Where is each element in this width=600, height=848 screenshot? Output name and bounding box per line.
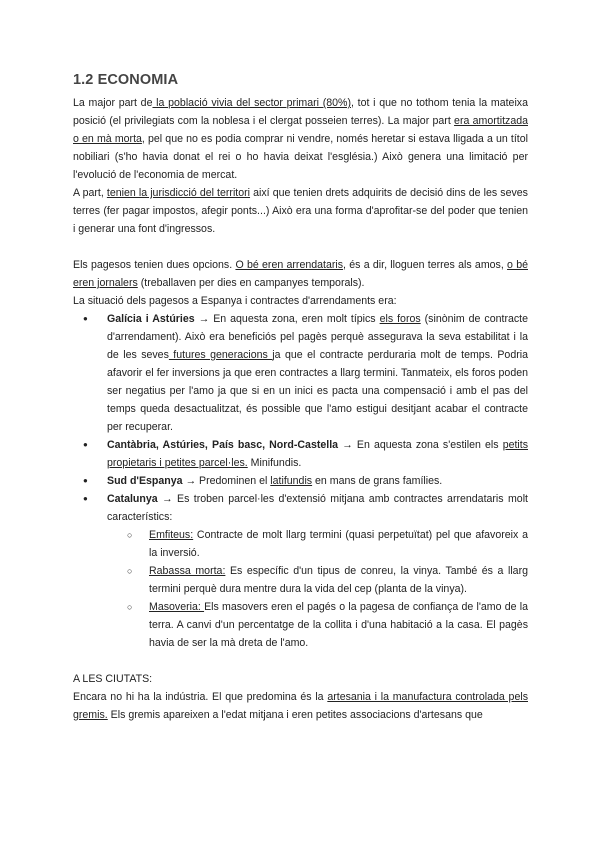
text-run: → Es troben parcel·les d'extensió mitjana amb contractes arrendataris molt característics: (107, 493, 528, 523)
text-run: ja que el contracte perduraria molt de temps. Podria afavorir el fer inversions ja que eren contractes a llarg termini. Tanmateix, els foros poden ser negatius per l'amo ja que si en un inici es pacta una compensació i amb el pas del temps queda desactualitzat, és possible que l'amo estigui desitjant acabar el contracte per recuperar. (107, 349, 528, 433)
underlined-text: artesania i la manufactura controlada pels gremis. (73, 691, 528, 721)
document-page (73, 72, 528, 724)
text-run: A part, (73, 187, 107, 199)
underlined-text: futures generacions (168, 349, 273, 361)
text-run: Els masovers eren el pagés o la pagesa de confiança de l'amo de la terra. A canvi d'un percentatge de la collita i d'una habitació a la casa. El pagès havia de ser la mà dreta de l'amo. (149, 601, 528, 649)
underlined-term: Emfiteus: (149, 529, 194, 541)
sublist-item-masoveria (149, 598, 528, 652)
underlined-text: o bé eren jornalers (73, 259, 528, 289)
underlined-text: O bé eren arrendataris (235, 259, 344, 271)
spacer (73, 652, 528, 670)
section-heading: 1.2 ECONOMIA (73, 72, 179, 88)
bold-term: Sud d'Espanya (107, 475, 183, 487)
regions-list (73, 310, 528, 652)
paragraph-cities (73, 688, 528, 724)
list-item-sud (107, 472, 528, 490)
list-item-cantabria (107, 436, 528, 472)
underlined-term: Rabassa morta: (149, 565, 226, 577)
text-run: en mans de grans famílies. (312, 475, 443, 487)
text-run: Els gremis apareixen a l'edat mitjana i eren petites associacions d'artesans que (107, 709, 483, 721)
text-run: → Predominen el (182, 475, 271, 487)
spacer (73, 238, 528, 256)
text-run: → En aquesta zona s'estilen els (338, 439, 503, 451)
underlined-text: la població vivia del sector primari (80%) (152, 97, 352, 109)
underlined-text: els foros (379, 313, 421, 325)
bold-term: Cantàbria, Astúries, País basc, Nord-Castella (107, 439, 339, 451)
bold-term: Catalunya (107, 493, 158, 505)
bold-term: Galícia i Astúries (107, 313, 195, 325)
underlined-text: tenien la jurisdicció del territori (106, 187, 251, 199)
subheading-cities: A LES CIUTATS: (73, 673, 153, 685)
paragraph-peasants (73, 256, 528, 292)
text-run: La major part de (73, 97, 153, 109)
text-run: , tot i que no tothom tenia la mateixa posició (el privilegiats com la noblesa i el clergat posseien terres). La major part (73, 97, 528, 127)
list-item-galicia (107, 310, 528, 436)
sublist-item-rabassa (149, 562, 528, 598)
text-run: així que tenien drets adquirits de decisió dins de les seves terres (fer pagar impostos, afegir ponts...) Això era una forma d'aprofitar-se del poder que tenien i generar una font d'ingressos. (73, 187, 528, 235)
paragraph-primary-sector (73, 94, 528, 184)
paragraph-jurisdiction (73, 184, 528, 238)
text-run: Els pagesos tenien dues opcions. (73, 259, 236, 271)
text-run: , pel que no es podia comprar ni vendre, només heretar si estava lligada a un títol nobiliari (s'ho havia donat el rei o ho havia deixat l'església.) Això genera una limitació per l'evolució de l'economia de mercat. (73, 133, 528, 181)
text-run: , és a dir, lloguen terres als amos, (343, 259, 508, 271)
text-run: (treballaven per dies en campanyes temporals). (137, 277, 365, 289)
paragraph-situation-intro: La situació dels pagesos a Espanya i contractes d'arrendaments era: (73, 295, 397, 307)
list-item-catalunya (107, 490, 528, 652)
underlined-text: latifundis (270, 475, 313, 487)
text-run: Es específic d'un tipus de conreu, la vinya. També és a llarg termini perquè dura mentre dura la vida del cep (planta de la vinya). (149, 565, 528, 595)
underlined-text: petits propietaris i petites parcel·les. (107, 439, 529, 469)
text-run: Contracte de molt llarg termini (quasi perpetuïtat) pel que afavoreix a la inversió. (149, 529, 528, 559)
text-run: → En aquesta zona, eren molt típics (194, 313, 380, 325)
contracts-sublist (107, 526, 528, 652)
text-run: Encara no hi ha la indústria. El que predomina és la (73, 691, 328, 703)
text-run: (sinònim de contracte d'arrendament). Això era beneficiós pel pagès perquè assegurava la seva estabilitat i la de les seves (107, 313, 528, 361)
underlined-term: Masoveria: (149, 601, 205, 613)
text-run: Minifundis. (247, 457, 302, 469)
underlined-text: era amortitzada o en mà morta (73, 115, 528, 145)
sublist-item-emfiteus (149, 526, 528, 562)
